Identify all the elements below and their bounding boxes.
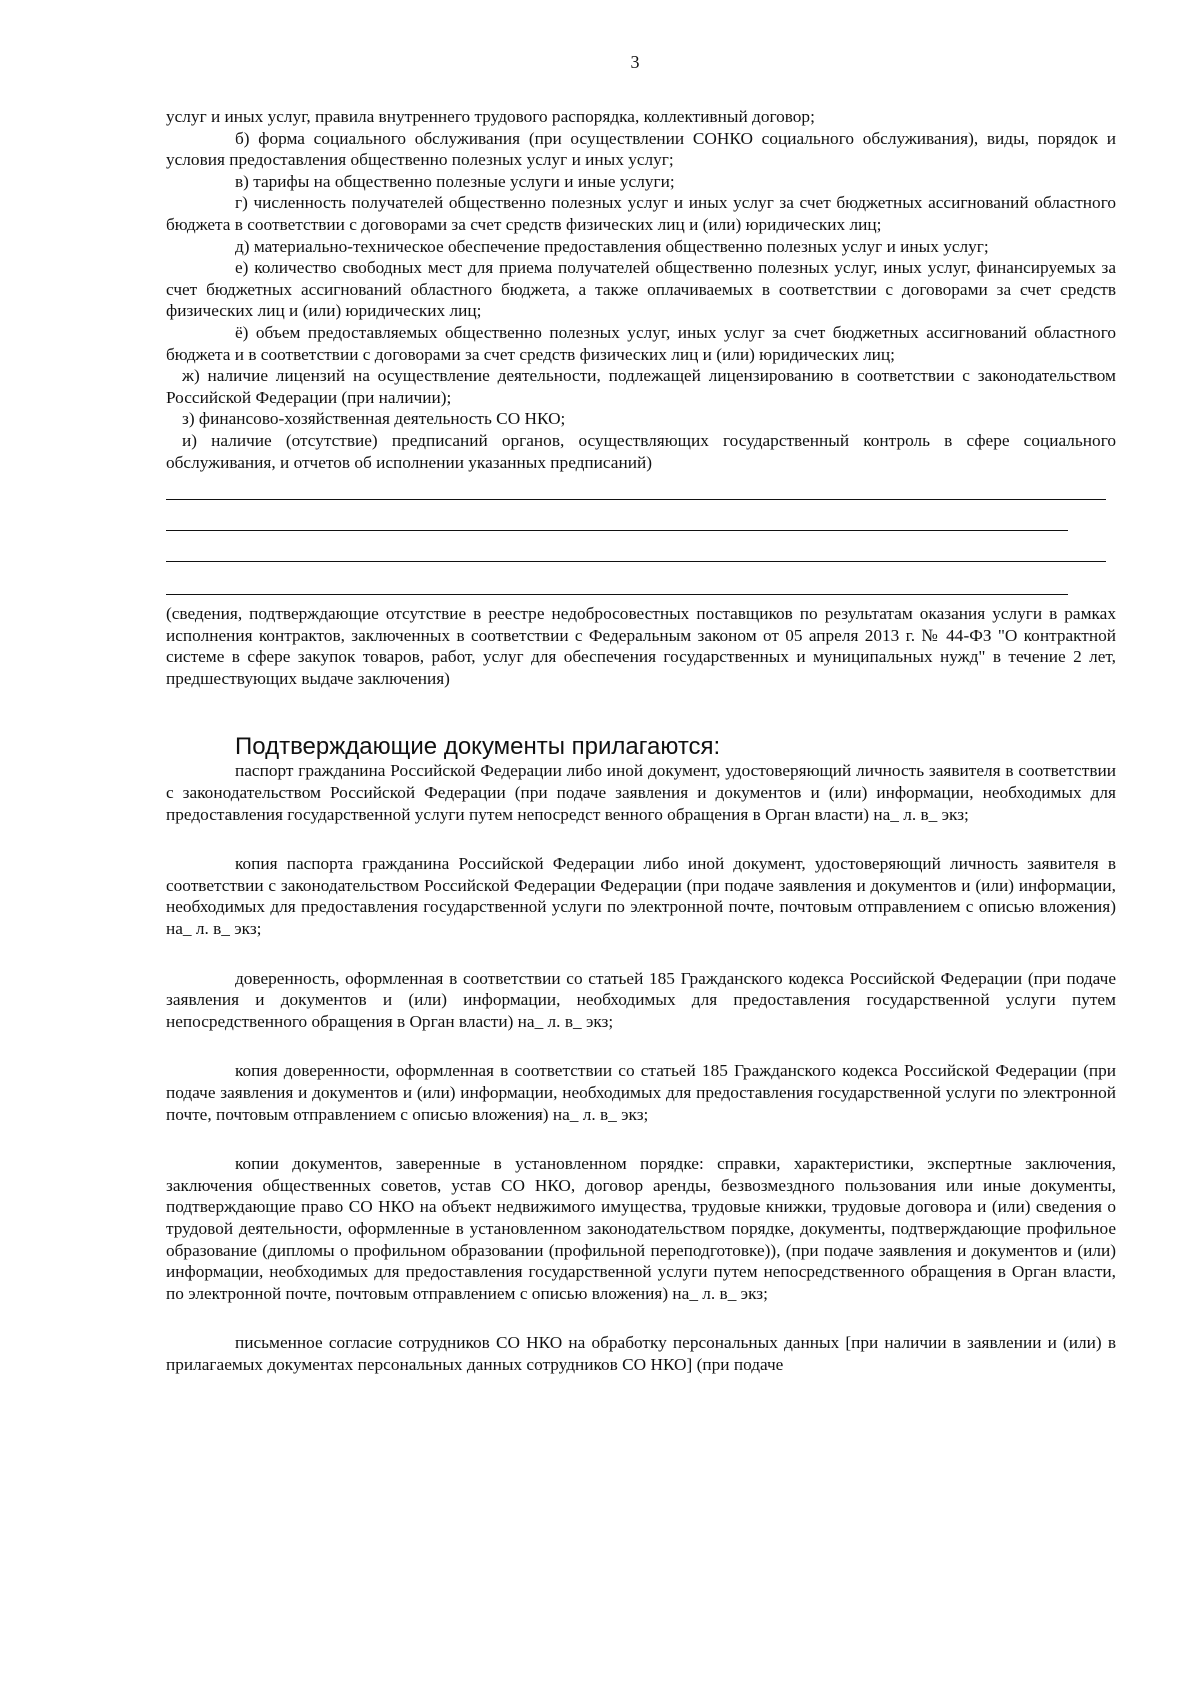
item-v: в) тарифы на общественно полезные услуги и иные услуги;	[235, 171, 675, 191]
page-number: 3	[630, 52, 640, 72]
section-heading: Подтверждающие документы прилагаются:	[235, 733, 721, 761]
item-b: б) форма социального обслуживания (при осуществлении СОНКО социального обслуживания), виды, порядок и условия предоставления общественно полезных услуг и иных услуг;	[166, 128, 1116, 170]
item-g: г) численность получателей общественно полезных услуг и иных услуг за счет бюджетных ассигнований областного бюджета в соответствии с договорами за счет средств физических лиц и (или) юридических лиц;	[166, 193, 1116, 234]
document-item-consent: письменное согласие сотрудников СО НКО на обработку персональных данных [при наличии в заявлении и (или) в прилагаемых документах персональных данных сотрудников СО НКО] (при подаче	[166, 1333, 1116, 1374]
document-item-certified-copies: копии документов, заверенные в установленном порядке: справки, характеристики, экспертные заключения, заключения общественных советов, устав СО НКО, договор аренды, безвозмездного пользования или иные документы, подтверждающие право СО НКО на объект недвижимого имущества, трудовые книжки, трудовые договора и (или) сведения о трудовой деятельности, оформленные в установленном законодательством порядке, документы, подтверждающие профильное образование (дипломы о профильном образовании (профильной переподготовке)), (при подаче заявления и документов и (или) информации, необходимых для предоставления государственной услуги путем непосредственного обращения в Орган власти, по электронной почте, почтовым отправлением с описью вложения) на_ л. в_ экз;	[166, 1154, 1116, 1303]
item-z: з) финансово-хозяйственная деятельность СО НКО;	[182, 409, 566, 429]
document-body	[166, 106, 1116, 1376]
paragraph-continuation: услуг и иных услуг, правила внутреннего трудового распорядка, коллективный договор;	[166, 107, 815, 126]
fill-in-line	[166, 594, 1068, 595]
line-caption: (сведения, подтверждающие отсутствие в реестре недобросовестных поставщиков по результатам оказания услуги в рамках исполнения контрактов, заключенных в соответствии с Федеральным законом от 05 апреля 2013 г. № 44-ФЗ "О контрактной системе в сфере закупок товаров, работ, услуг для обеспечения государственных и муниципальных нужд" в течение 2 лет, предшествующих выдаче заключения)	[166, 604, 1116, 688]
document-item-power-of-attorney-copy: копия доверенности, оформленная в соответствии со статьей 185 Гражданского кодекса Российской Федерации (при подаче заявления и документов и (или) информации, необходимых для предоставления государственной услуги по электронной почте, почтовым отправлением с описью вложения) на_ л. в_ экз;	[166, 1061, 1116, 1124]
fill-in-line	[166, 561, 1106, 562]
document-item-power-of-attorney: доверенность, оформленная в соответствии со статьей 185 Гражданского кодекса Российской Федерации (при подаче заявления и документов и (или) информации, необходимых для предоставления государственной услуги путем непосредственного обращения в Орган власти) на_ л. в_ экз;	[166, 968, 1116, 1031]
item-zh: ж) наличие лицензий на осуществление деятельности, подлежащей лицензированию в соответствии с законодательством Российской Федерации (при наличии);	[166, 366, 1116, 407]
fill-in-line	[166, 530, 1068, 531]
document-item-passport-copy: копия паспорта гражданина Российской Федерации либо иной документ, удостоверяющий личность заявителя в соответствии с законодательством Российской Федерации Федерации (при подаче заявления и документов и (или) информации, необходимых для предоставления государственной услуги по электронной почте, почтовым отправлением с описью вложения) на_ л. в_ экз;	[166, 854, 1116, 939]
item-i: и) наличие (отсутствие) предписаний органов, осуществляющих государственный контроль в сфере социального обслуживания, и отчетов об исполнении указанных предписаний)	[166, 430, 1116, 472]
document-item-passport: паспорт гражданина Российской Федерации либо иной документ, удостоверяющий личность заявителя в соответствии с законодательством Российской Федерации (при подаче заявления и документов и (или) информации, необходимых для предоставления государственной услуги путем непосредст венного обращения в Орган власти) на_ л. в_ экз;	[166, 761, 1116, 824]
item-d: д) материально-техническое обеспечение предоставления общественно полезных услуг и иных услуг;	[235, 236, 989, 256]
fill-in-line	[166, 499, 1106, 500]
item-yo: ё) объем предоставляемых общественно полезных услуг, иных услуг за счет бюджетных ассигнований областного бюджета и в соответствии с договорами за счет средств физических лиц и (или) юридических лиц;	[166, 322, 1116, 364]
item-e: е) количество свободных мест для приема получателей общественно полезных услуг, иных услуг, финансируемых за счет бюджетных ассигнований областного бюджета, а также оплачиваемых в соответствии с договорами за счет средств физических лиц и (или) юридических лиц;	[166, 258, 1116, 321]
